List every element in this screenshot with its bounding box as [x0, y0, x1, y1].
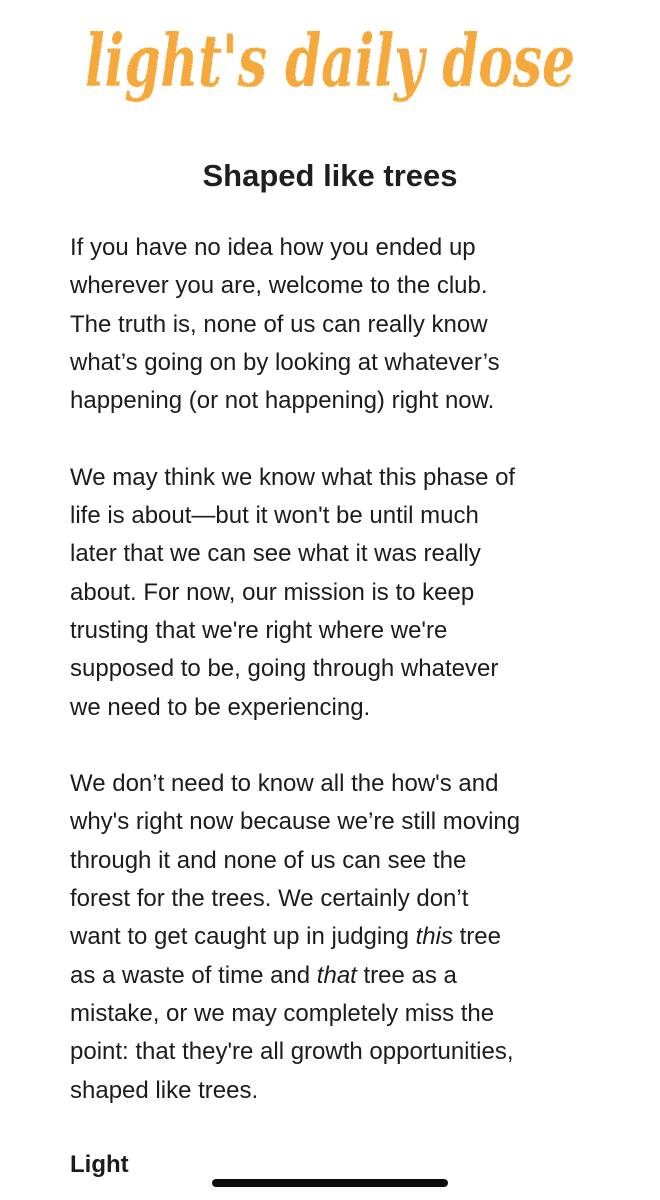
- text-segment: happening (or not happening) right now.: [70, 387, 495, 415]
- text-line: [70, 612, 630, 650]
- logo: [0, 0, 660, 130]
- text-line: [70, 1033, 630, 1071]
- text-line: [70, 842, 630, 880]
- home-indicator[interactable]: [212, 1179, 448, 1187]
- text-segment: what’s going on by looking at whatever’s: [70, 348, 500, 376]
- text-line: [70, 574, 630, 612]
- text-segment: We don’t need to know all the how's and: [70, 770, 499, 798]
- text-segment: supposed to be, going through whatever: [70, 655, 499, 683]
- text-line: [70, 689, 630, 727]
- paragraph-2: [70, 459, 630, 727]
- text-line: [70, 995, 630, 1033]
- text-segment: shaped like trees.: [70, 1076, 259, 1104]
- text-segment: The truth is, none of us can really know: [70, 310, 488, 338]
- text-line: [70, 918, 630, 956]
- text-line: [70, 306, 630, 344]
- text-segment: life is about—but it won't be until much: [70, 502, 479, 530]
- text-segment: mistake, or we may completely miss the: [70, 999, 495, 1027]
- text-segment: as a waste of time and: [70, 961, 317, 989]
- emphasis-text: this: [415, 923, 453, 951]
- text-segment: want to get caught up in judging: [70, 923, 416, 951]
- text-segment: point: that they're all growth opportunities,: [70, 1038, 514, 1066]
- text-segment: later that we can see what it was really: [70, 540, 481, 568]
- text-line: [70, 957, 630, 995]
- text-line: [70, 229, 630, 267]
- text-segment: We may think we know what this phase of: [70, 463, 516, 491]
- text-line: [70, 267, 630, 305]
- text-segment: forest for the trees. We certainly don’t: [70, 885, 469, 913]
- text-line: [70, 382, 630, 420]
- text-line: [70, 535, 630, 573]
- text-segment: why's right now because we’re still moving: [70, 808, 521, 836]
- text-line: [70, 344, 630, 382]
- text-segment: tree: [452, 923, 501, 951]
- text-line: [70, 1072, 630, 1110]
- signature: Light: [70, 1151, 129, 1178]
- logo-script: [0, 0, 660, 130]
- logo-text: light's daily dose: [85, 18, 575, 103]
- text-line: [70, 765, 630, 803]
- text-line: [70, 650, 630, 688]
- text-segment: If you have no idea how you ended up: [70, 234, 476, 261]
- text-line: [70, 497, 630, 535]
- text-line: [70, 459, 630, 497]
- article-body: [70, 229, 630, 1148]
- text-segment: through it and none of us can see the: [70, 846, 467, 874]
- text-segment: tree as a: [356, 961, 457, 989]
- text-segment: we need to be experiencing.: [70, 693, 371, 721]
- text-segment: wherever you are, welcome to the club.: [70, 272, 488, 300]
- text-segment: trusting that we're right where we're: [70, 616, 448, 644]
- text-line: [70, 803, 630, 841]
- text-line: [70, 880, 630, 918]
- paragraph-3: [70, 765, 630, 1110]
- page-title: Shaped like trees: [202, 158, 458, 193]
- emphasis-text: that: [316, 961, 357, 989]
- paragraph-1: [70, 229, 630, 420]
- text-segment: about. For now, our mission is to keep: [70, 578, 475, 606]
